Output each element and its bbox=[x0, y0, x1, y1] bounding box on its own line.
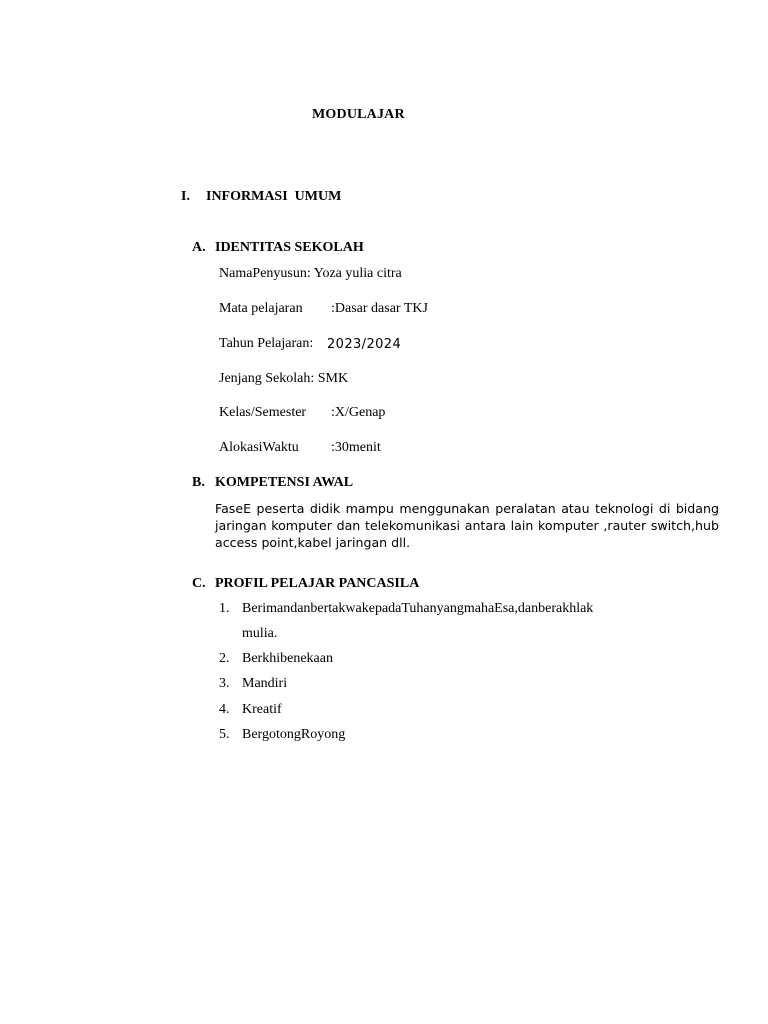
subsection-heading-kompetensi: KOMPETENSI AWAL bbox=[215, 475, 354, 490]
subsection-heading-identitas: IDENTITAS SEKOLAH bbox=[215, 240, 364, 255]
list-item-number: 4. bbox=[219, 702, 230, 717]
list-item-number: 2. bbox=[219, 651, 230, 666]
kelas-label: Kelas/Semester bbox=[219, 405, 307, 420]
subsection-heading-profil: PROFIL PELAJAR PANCASILA bbox=[215, 576, 420, 591]
subsection-letter-b: B. bbox=[192, 475, 205, 490]
alokasi-value: :30menit bbox=[331, 440, 381, 455]
list-item-number: 3. bbox=[219, 676, 230, 691]
subsection-letter-c: C. bbox=[192, 576, 206, 591]
section-heading: INFORMASI UMUM bbox=[206, 189, 342, 204]
mapel-label: Mata pelajaran bbox=[219, 301, 303, 316]
list-item: Mandiri bbox=[242, 676, 288, 691]
kelas-value: :X/Genap bbox=[331, 405, 386, 420]
list-item: Kreatif bbox=[242, 702, 282, 717]
jenjang-line: Jenjang Sekolah: SMK bbox=[219, 371, 349, 386]
tahun-label: Tahun Pelajaran: bbox=[219, 336, 314, 351]
kompetensi-paragraph: FaseE peserta didik mampu menggunakan peralatan atau teknologi di bidang jaringan komputer dan telekomunikasi antara lain komputer ,rauter switch,hub access point,kabel jaringan dll. bbox=[215, 501, 719, 550]
list-item: BergotongRoyong bbox=[242, 727, 346, 742]
list-item-continuation: mulia. bbox=[242, 626, 278, 641]
list-item-number: 1. bbox=[219, 601, 230, 616]
tahun-value: 2023/2024 bbox=[327, 337, 402, 352]
section-number: I. bbox=[181, 189, 190, 204]
subsection-letter-a: A. bbox=[192, 240, 206, 255]
document-title: MODULAJAR bbox=[312, 107, 405, 122]
list-item-number: 5. bbox=[219, 727, 230, 742]
list-item: Berkhibenekaan bbox=[242, 651, 333, 666]
list-item: BerimandanbertakwakepadaTuhanyangmahaEsa,danberakhlak bbox=[242, 601, 594, 616]
alokasi-label: AlokasiWaktu bbox=[219, 440, 299, 455]
mapel-value: :Dasar dasar TKJ bbox=[331, 301, 428, 316]
penyusun-line: NamaPenyusun: Yoza yulia citra bbox=[219, 266, 402, 281]
